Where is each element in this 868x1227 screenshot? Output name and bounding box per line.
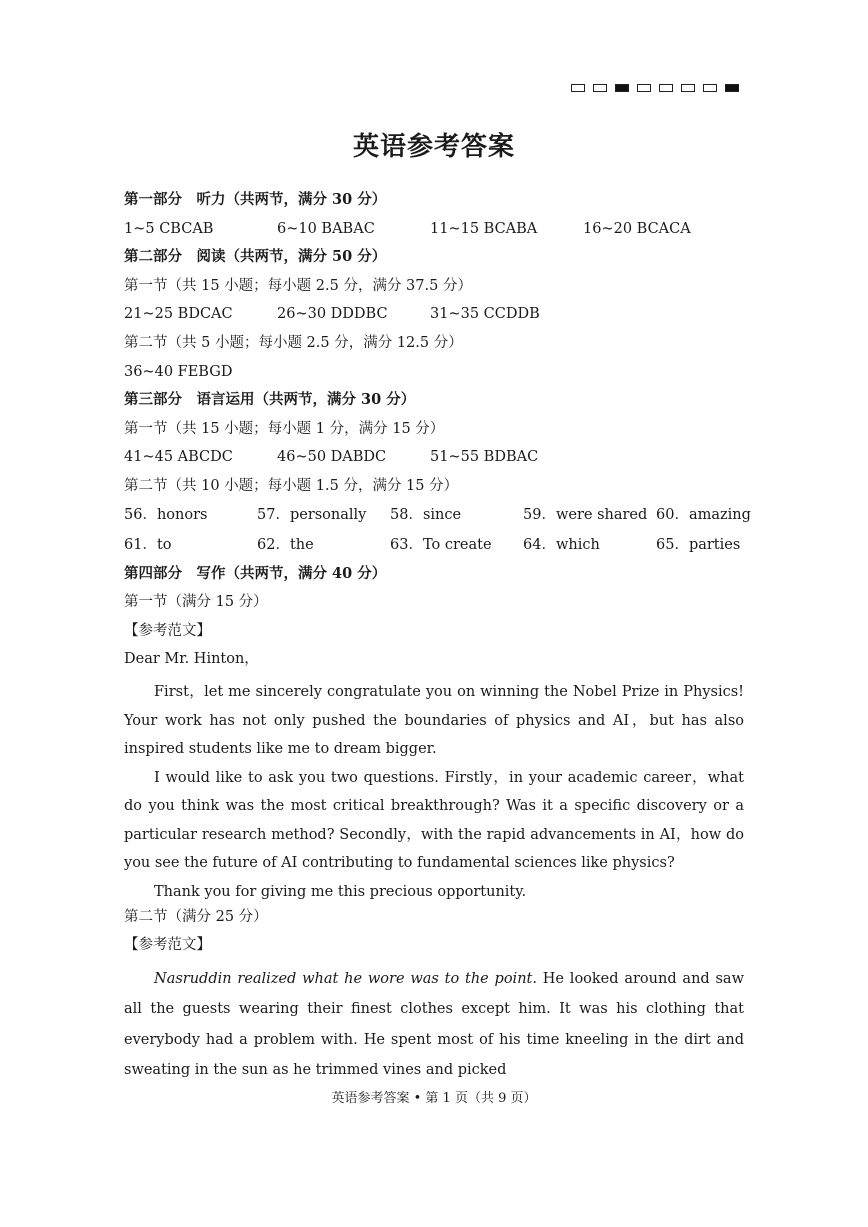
part3-section1: 第一节（共 15 小题；每小题 1 分，满分 15 分） [124,420,445,437]
story-opening-sentence: Nasruddin realized what he wore was to the point [154,970,533,987]
marker-box-filled [615,84,629,92]
letter-paragraph: First，let me sincerely congratulate you on winning the Nobel Prize in Physics! Your work has not only pushed the boundaries of physics and AI，but has also inspired students like me to dream bigger. [124,683,744,758]
answer-group: 31~35 CCDDB [430,306,540,323]
answer-group: 16~20 BCACA [583,220,691,237]
answer-group: 26~30 DDDBC [277,306,388,323]
part2-heading: 第二部分 阅读（共两节，满分 50 分） [124,248,387,266]
marker-box [571,84,585,92]
fill-answer: 61．to [124,536,172,553]
letter-paragraph: I would like to ask you two questions. Firstly，in your academic career，what do you think was the most critical breakthrough? Was it a specific discovery or a particular research method? Secondly，with the rapid advancements in AI，how do you see the future of AI contributing to fundamental sciences like physics? [124,769,744,872]
marker-box [703,84,717,92]
part3-sec1-answers [124,447,744,476]
sample-label: 【参考范文】 [124,622,211,639]
marker-box [681,84,695,92]
answer-group: 21~25 BDCAC [124,306,233,323]
marker-box [593,84,607,92]
part4-section2: 第二节（满分 25 分） [124,908,268,925]
part4-section1: 第一节（满分 15 分） [124,594,268,611]
part1-heading: 第一部分 听力（共两节，满分 30 分） [124,191,387,208]
marker-box-filled [725,84,739,92]
answer-group: 1~5 CBCAB [124,220,214,237]
fill-answer: 63．To create [390,536,492,553]
part3-heading: 第三部分 语言运用（共两节，满分 30 分） [124,391,416,409]
answer-group: 51~55 BDBAC [430,449,539,466]
fill-answer: 57．personally [257,506,367,523]
answer-group: 46~50 DABDC [277,449,387,466]
part3-fill-row1 [124,505,751,535]
sample-label: 【参考范文】 [124,937,211,954]
part4-heading: 第四部分 写作（共两节，满分 40 分） [124,564,387,582]
marker-box [659,84,673,92]
marker-box [637,84,651,92]
letter-greeting: Dear Mr. Hinton， [124,651,259,668]
answer-group: 11~15 BCABA [430,220,538,237]
story-paragraph [124,964,744,1086]
fill-answer: 56．honors [124,506,208,523]
fill-answer: 59．were shared [523,506,648,523]
fill-answer: 65．parties [656,536,741,553]
fill-answer: 64．which [523,536,600,553]
fill-answer: 60．amazing [656,506,751,523]
page-marker-strip [571,84,739,92]
fill-answer: 58．since [390,506,462,523]
part2-sec2-answers: 36~40 FEBGD [124,363,233,380]
page-title: 英语参考答案 [352,132,515,162]
part3-section2: 第二节（共 10 小题；每小题 1.5 分，满分 15 分） [124,477,459,494]
answer-group: 41~45 ABCDC [124,449,233,466]
part2-section1: 第一节（共 15 小题；每小题 2.5 分，满分 37.5 分） [124,277,472,294]
answer-content [124,190,751,1086]
fill-answer: 62．the [257,536,314,553]
story-text: . He looked around and saw all the guests wearing their finest clothes except him. It was his clothing that everybody had a problem with. He spent most of his time kneeling in the dirt and sweating in the sun as he trimmed vines and picked [124,970,744,1079]
part1-answers [124,219,744,248]
part2-section2: 第二节（共 5 小题；每小题 2.5 分，满分 12.5 分） [124,334,463,351]
part3-fill-row2 [124,535,744,564]
answer-group: 6~10 BABAC [277,220,375,237]
page-footer: 英语参考答案 • 第 1 页（共 9 页） [331,1091,537,1106]
part2-sec1-answers [124,304,744,333]
letter-paragraph: Thank you for giving me this precious opportunity. [154,884,527,901]
